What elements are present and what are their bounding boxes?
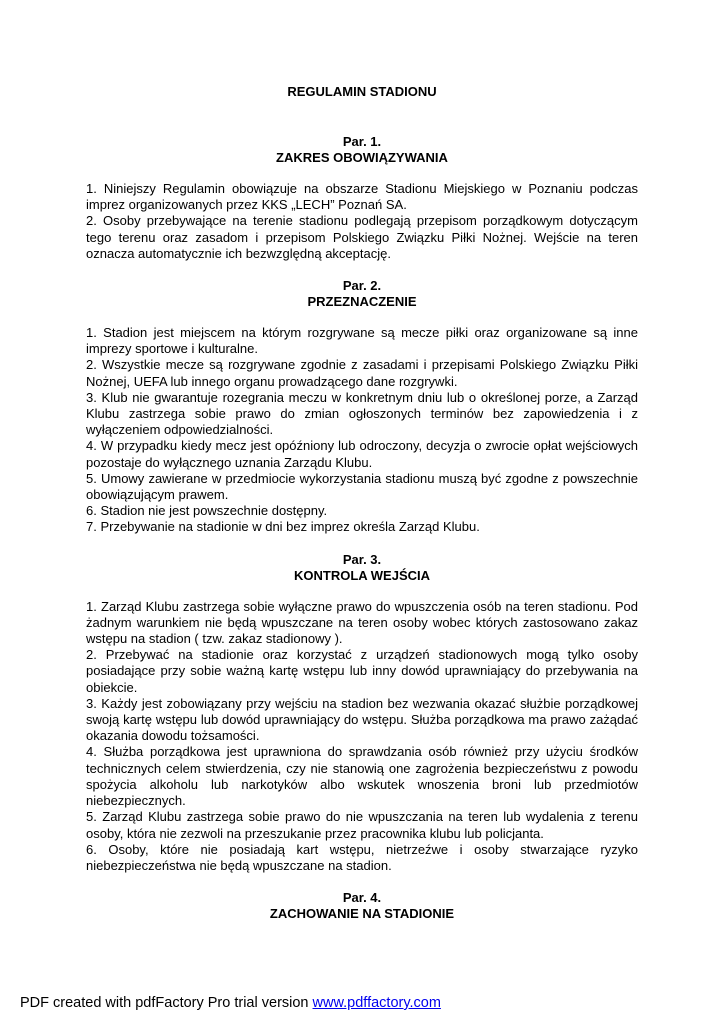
- document-page: [86, 84, 638, 938]
- paragraph: 3. Każdy jest zobowiązany przy wejściu na stadion bez wezwania okazać służbie porządkowej swoją kartę wstępu lub dowód uprawniający do wstępu. Służba porządkowa ma prawo zażądać okazania dowodu tożsamości.: [86, 695, 638, 744]
- section-number: Par. 4.: [342, 890, 382, 906]
- section-title: ZAKRES OBOWIĄZYWANIA: [276, 150, 448, 165]
- section-number: Par. 1.: [342, 134, 382, 149]
- section-title: KONTROLA WEJŚCIA: [293, 567, 431, 583]
- paragraph: 6. Osoby, które nie posiadają kart wstępu, nietrzeźwe i osoby stwarzające ryzyko niebezpieczeństwa nie będą wpuszczane na stadion.: [86, 841, 638, 873]
- section-number: Par. 3.: [342, 551, 382, 567]
- section-heading: [86, 552, 638, 584]
- paragraph: 5. Zarząd Klubu zastrzega sobie prawo do nie wpuszczania na teren lub wydalenia z terenu osoby, która nie zezwoli na przeszukanie przez pracownika klubu lub policjanta.: [86, 809, 638, 841]
- paragraph: 4. Służba porządkowa jest uprawniona do sprawdzania osób również przy użyciu środków technicznych celem stwierdzenia, czy nie stanowią one zagrożenia bezpieczeństwu z powodu spożycia alkoholu lub narkotyków albo wskutek wnoszenia broni lub przedmiotów niebezpiecznych.: [86, 744, 638, 809]
- section-title: PRZEZNACZENIE: [307, 294, 417, 310]
- section-number: Par. 2.: [342, 278, 382, 294]
- document-title: REGULAMIN STADIONU: [287, 84, 437, 99]
- paragraph: 5. Umowy zawierane w przedmiocie wykorzystania stadionu muszą być zgodne z powszechnie obowiązującym prawem.: [86, 470, 638, 503]
- section-heading: [86, 134, 638, 166]
- section-heading: [86, 278, 638, 310]
- section-par-1: [86, 134, 638, 262]
- section-title: ZACHOWANIE NA STADIONIE: [269, 906, 455, 922]
- paragraph: 2. Przebywać na stadionie oraz korzystać z urządzeń stadionowych mogą tylko osoby posiadające przy sobie ważną kartę wstępu lub inny dowód uprawniający do przebywania na obiekcie.: [86, 647, 638, 695]
- paragraph: 4. W przypadku kiedy mecz jest opóźniony lub odroczony, decyzja o zwrocie opłat wejściowych pozostaje do wyłącznego uznania Zarządu Klubu.: [86, 438, 638, 470]
- paragraph: 1. Niniejszy Regulamin obowiązuje na obszarze Stadionu Miejskiego w Poznaniu podczas imprez organizowanych przez KKS „LECH” Poznań SA.: [86, 181, 638, 213]
- section-par-4: [86, 890, 638, 922]
- section-par-2: [86, 278, 638, 536]
- pdffactory-link[interactable]: www.pdffactory.com: [312, 995, 441, 1011]
- paragraph: 2. Osoby przebywające na terenie stadionu podlegają przepisom porządkowym dotyczącym tego terenu oraz zasadom i przepisom Polskiego Związku Piłki Nożnej. Wejście na teren oznacza automatycznie ich bezwzględną akceptację.: [86, 213, 638, 261]
- section-heading: [86, 890, 638, 922]
- paragraph: 2. Wszystkie mecze są rozgrywane zgodnie z zasadami i przepisami Polskiego Związku Piłki Nożnej, UEFA lub innego organu prowadzącego dane rozgrywki.: [86, 357, 638, 389]
- section-par-3: [86, 552, 638, 874]
- footer-text: PDF created with pdfFactory Pro trial version: [20, 995, 313, 1011]
- paragraph: 1. Zarząd Klubu zastrzega sobie wyłączne prawo do wpuszczenia osób na teren stadionu. Pod żadnym warunkiem nie będą wpuszczane na teren osoby wobec których zastosowano zakaz wstępu na stadion ( tzw. zakaz stadionowy ).: [86, 598, 638, 647]
- paragraph: 3. Klub nie gwarantuje rozegrania meczu w konkretnym dniu lub o określonej porze, a Zarząd Klubu zastrzega sobie prawo do zmian ogłoszonych terminów bez zapowiedzenia i z wyłączeniem odpowiedzialności.: [86, 389, 638, 438]
- paragraph: 7. Przebywanie na stadionie w dni bez imprez określa Zarząd Klubu.: [86, 519, 480, 535]
- paragraph: 6. Stadion nie jest powszechnie dostępny.: [86, 503, 328, 519]
- paragraph: 1. Stadion jest miejscem na którym rozgrywane są mecze piłki oraz organizowane są inne imprezy sportowe i kulturalne.: [86, 325, 638, 357]
- pdf-footer: [20, 994, 441, 1012]
